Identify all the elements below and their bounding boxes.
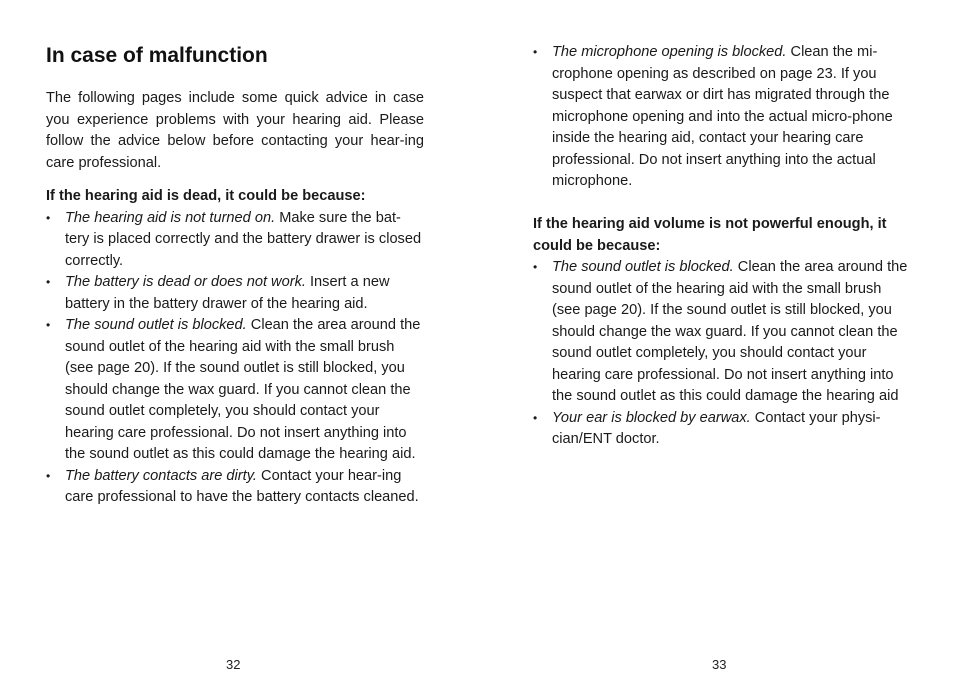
bullet-icon: • — [46, 210, 51, 225]
intro-paragraph: The following pages include some quick advice in case you experience problems with your hearing aid. Please follow the advice below before contacting your hear-ing care professional. — [46, 90, 424, 171]
cause-text: The battery is dead or does not work. — [65, 274, 306, 290]
volume-causes-list — [533, 257, 911, 451]
section-heading-dead: If the hearing aid is dead, it could be because: — [46, 188, 366, 204]
left-column — [46, 42, 424, 509]
advice-text: Make sure the bat-tery is placed correctly and the battery drawer is closed correctly. — [65, 209, 422, 269]
list-item — [533, 42, 911, 193]
advice-text: Clean the area around the sound outlet of the hearing aid with the small brush (see page 20). If the sound outlet is still blocked, you should change the wax guard. If you cannot clean the sound outlet completely, you should contact your hearing care professional. Do not insert anything into the sound outlet as this could damage the hearing aid. — [65, 317, 421, 462]
bullet-icon: • — [533, 45, 538, 59]
bullet-icon: • — [46, 468, 51, 483]
list-item — [46, 272, 424, 315]
list-item — [533, 408, 911, 451]
section-heading-volume: If the hearing aid volume is not powerful enough, it could be because: — [533, 216, 887, 254]
bullet-icon: • — [533, 260, 538, 274]
cause-text: The sound outlet is blocked. — [65, 317, 247, 333]
dead-causes-list — [46, 208, 424, 509]
right-column — [533, 42, 911, 451]
page-title: In case of malfunction — [46, 44, 268, 67]
list-item — [46, 466, 424, 509]
right-page — [477, 0, 954, 695]
advice-text: Clean the area around the sound outlet of the hearing aid with the small brush (see page 20). If the sound outlet is still blocked, you should change the wax guard. If you cannot clean the sound outlet completely, you should contact your hearing care professional. Do not insert anything into the sound outlet as this could damage the hearing aid — [552, 259, 908, 404]
cause-text: The microphone opening is blocked. — [552, 44, 787, 60]
paragraph-spacer — [533, 193, 911, 215]
list-item — [533, 257, 911, 408]
bullet-icon: • — [533, 410, 538, 425]
cause-text: The battery contacts are dirty. — [65, 467, 257, 484]
advice-text: Clean the mi-crophone opening as described on page 23. If you suspect that earwax or dirt has migrated through the microphone opening and into the actual micro-phone inside the hearing aid, contact your hearing care professional. Do not insert anything into the actual microphone. — [552, 44, 893, 189]
continued-causes-list — [533, 42, 911, 193]
page-number: 33 — [712, 657, 727, 672]
cause-text: The hearing aid is not turned on. — [65, 209, 276, 226]
page-number: 32 — [226, 657, 241, 672]
list-item — [46, 208, 424, 273]
cause-text: Your ear is blocked by earwax. — [552, 409, 751, 426]
advice-text: Contact your physi-cian/ENT doctor. — [552, 409, 881, 447]
cause-text: The sound outlet is blocked. — [552, 259, 734, 275]
bullet-icon: • — [46, 275, 51, 289]
advice-text: Insert a new battery in the battery drawer of the hearing aid. — [65, 274, 390, 312]
list-item — [46, 315, 424, 466]
bullet-icon: • — [46, 318, 51, 332]
advice-text: Contact your hear-ing care professional to have the battery contacts cleaned. — [65, 467, 419, 505]
